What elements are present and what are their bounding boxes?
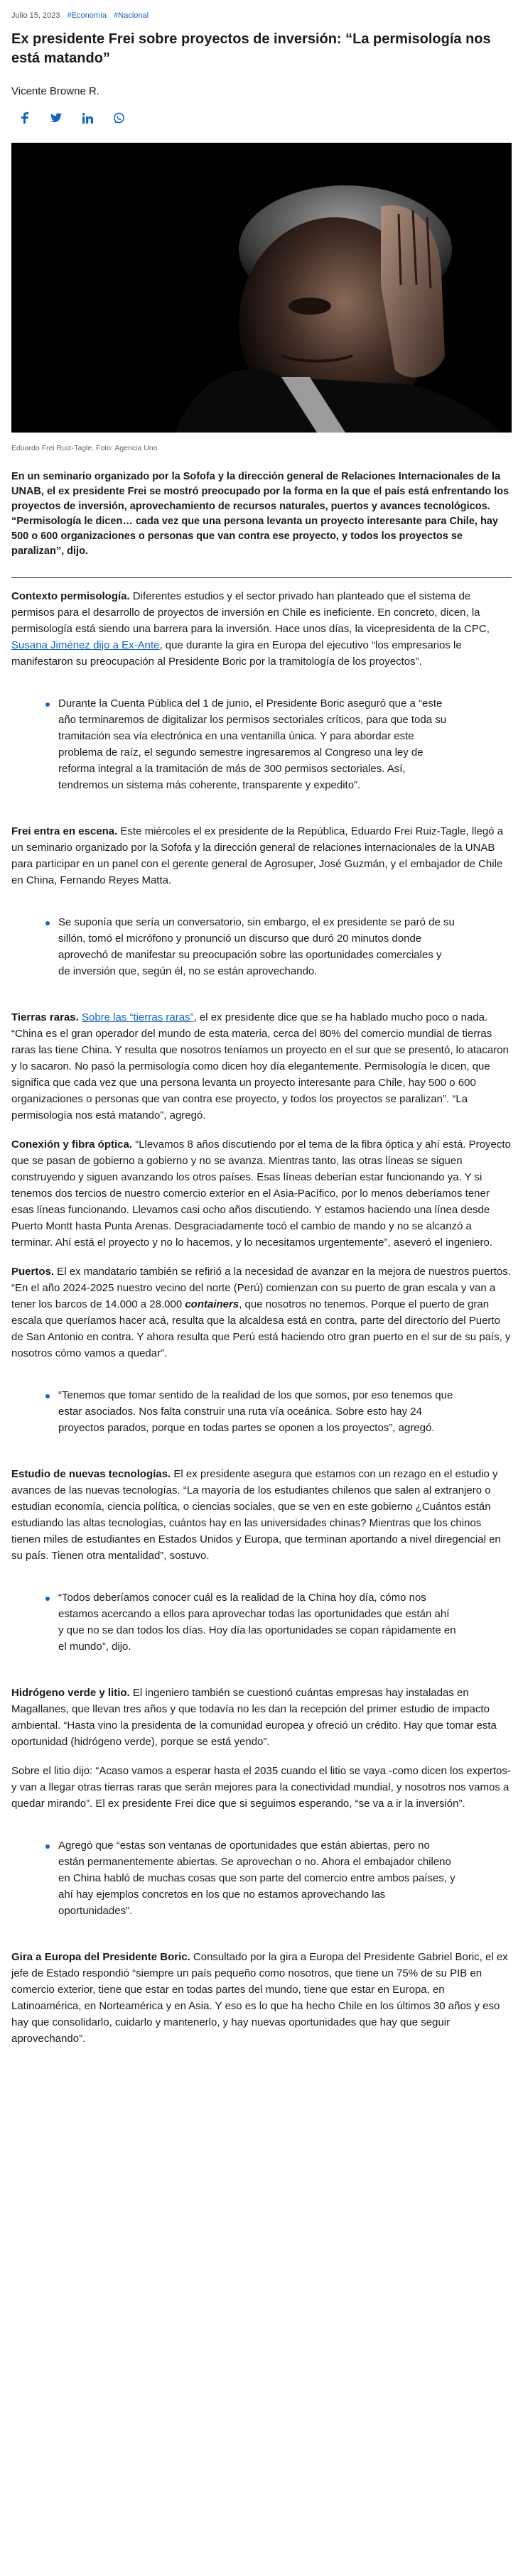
hero-photo [11,143,512,433]
section-head: Estudio de nuevas tecnologías. [11,1468,171,1480]
article-title: Ex presidente Frei sobre proyectos de inversión: “La permisología nos está matando” [11,31,491,66]
paragraph-fibra-optica [11,1136,512,1251]
highlight-quote [28,914,512,979]
quote-text: Se suponía que sería un conversatorio, sin embargo, el ex presidente se paró de su sillón, tomó el micrófono y pronunció un discurso que duró 20 minutos donde aprovechó de manifestar su preocupación sobre las oportunidades comerciales y de inversión que, según él, no se están aprovechando. [58,916,455,977]
paragraph-frei-escena [11,823,512,888]
paragraph-text: “Llevamos 8 años discutiendo por el tema de la fibra óptica y ahí está. Proyecto que se pasan de gobierno a gobierno y no se avanza. Mientras tanto, las otras líneas se siguen construyendo y siguen avanzando los otros países. Esas líneas deberían estar funcionando ya. Y si tenemos dos tercios de nuestro comercio exterior en el Asia-Pacífico, por lo menos deberíamos tener esas líneas funcionando. Llevamos casi ocho años discutiendo. Y estamos haciendo una línea desde Puerto Montt hasta Punta Arenas. Desgraciadamente tocó el cambio de mando y no se alcanzó a terminar. Ahí está el proyecto y no lo hacemos, y lo necesitamos urgentemente”, aseveró el ingeniero. [11,1138,511,1249]
section-head: Hidrógeno verde y litio. [11,1687,130,1699]
tag-nacional[interactable]: #Nacional [114,11,149,20]
facebook-icon[interactable] [17,110,33,126]
publish-date: Julio 15, 2023 [11,11,60,20]
section-head: Tierras raras. [11,1011,79,1023]
tag-economia[interactable]: #Economía [67,11,107,20]
paragraph-text: Diferentes estudios y el sector privado han planteado que el sistema de permisos para el desarrollo de proyectos de inversión en Chile es ineficiente. En concreto, dicen, la permisología está siendo una barrera para la inversión. Hace unos días, la vicepresidenta de la CPC, [11,590,490,635]
emphasis: containers [185,1298,239,1310]
paragraph-puertos [11,1263,512,1362]
paragraph-text: , que nosotros no tenemos. Porque el puerto de gran escala que queríamos hacer acá, resulta que la alcaldesa está en contra, parte del directorio del Puerto de San Antonio en contra. Y ahora resulta que Perú está haciendo otro gran puerto en el sur de su país, y nosotros cómo vamos a quedar”. [11,1298,511,1359]
section-head: Contexto permisología. [11,590,130,602]
linkedin-icon[interactable] [80,110,95,126]
paragraph-contexto [11,588,512,670]
photo-frei [11,143,512,433]
paragraph-text: El ex presidente asegura que estamos con un rezago en el estudio y avances de las nuevas tecnologías. “La mayoría de los estudiantes chilenos que salen al extranjero o estudian economía, ciencia política, o ciencias sociales, que se ven en este gobierno ¿Cuántos están estudiando las altas tecnologías, cuántos hay en las universidades chinas? Mientras que los chinos tienen miles de estudiantes en Estados Unidos y Europa, que terminan aportando a nivel diregencial en su país. Tienen otra mentalidad”, sostuvo. [11,1468,501,1562]
bullet-dot [45,1844,50,1849]
section-head: Conexión y fibra óptica. [11,1138,133,1151]
highlight-quote [28,695,512,793]
paragraph-text: , que durante la gira en Europa del ejecutivo “los empresarios le manifestaron su preocupación al Presidente Boric por la tramitología de los proyectos”. [11,639,462,668]
author-name: Vicente Browne R. [11,85,99,97]
quote-text: “Todos deberíamos conocer cuál es la realidad de la China hoy día, cómo nos estamos acercando a ellos para aprovechar todas las oportunidades que están ahí y que no se dan todos los días. Hoy día las oportunidades se copan rápidamente en el mundo”, dijo. [58,1592,456,1653]
section-head: Puertos. [11,1266,55,1278]
highlight-quote [28,1837,512,1919]
paragraph-text: Este miércoles el ex presidente de la República, Eduardo Frei Ruiz-Tagle, llegó a un seminario organizado por la Sofofa y la dirección general de relaciones internacionales de la UNAB para participar en un panel con el gerente general de Agrosuper, José Guzmán, y el embajador de Chile en China, Fernando Reyes Matta. [11,825,504,886]
highlight-quote [28,1387,512,1436]
section-head: Gira a Europa del Presidente Boric. [11,1951,190,1963]
article-lead: En un seminario organizado por la Sofofa y la dirección general de Relaciones Internacionales de la UNAB, el ex presidente Frei se mostró preocupado por la forma en la que el país está enfrentando los proyectos de inversión, aprovechamiento de recursos naturales, puertos y avances tecnológicos. “Permisología le dicen… cada vez que una persona levanta un proyecto interesante para Chile, hay 500 o 600 organizaciones o personas que van contra ese proyecto, y todos los proyectos se paralizan”, dijo. [11,471,509,557]
quote-text: “Tenemos que tomar sentido de la realidad de los que somos, por eso tenemos que estar asociados. Nos falta construir una ruta vía oceánica. Sobre esto hay 24 proyectos parados, porque en todas partes se oponen a los proyectos”, agregó. [58,1389,453,1434]
highlight-quote [28,1589,512,1655]
quote-text: Durante la Cuenta Pública del 1 de junio, el Presidente Boric aseguró que a “este año terminaremos de digitalizar los permisos sectoriales críticos, para que toda su tramitación sea vía electrónica en una ventanilla única. Y para abordar este problema de raíz, el segundo semestre ingresaremos al Congreso una ley de reforma integral a la tramitación de más de 300 permisos sectoriales. Así, tendremos un sistema más coherente, transparente y expedito”. [58,697,447,791]
paragraph-litio: Sobre el litio dijo: “Acaso vamos a esperar hasta el 2035 cuando el litio se vaya -como dicen los expertos- y van a llegar otras tierras raras que serán mejores para la conectividad mundial, y nosotros nos vamos a quedar mirando”. El ex presidente Frei dice que si seguimos esperando, “se va a ir la inversión”. [11,1765,511,1810]
whatsapp-icon[interactable] [111,110,126,126]
paragraph-nuevas-tecnologias [11,1466,512,1564]
section-head: Frei entra en escena. [11,825,118,837]
twitter-icon[interactable] [48,110,64,126]
bullet-dot [45,921,50,925]
paragraph-gira-europa [11,1949,512,2047]
link-susana-jimenez[interactable]: Susana Jiménez dijo a Ex-Ante [11,639,160,651]
paragraph-hidrogeno [11,1685,512,1750]
bullet-dot [45,1597,50,1601]
paragraph-tierras-raras [11,1009,512,1124]
paragraph-text: Consultado por la gira a Europa del Presidente Gabriel Boric, el ex jefe de Estado respondió “siempre un país pequeño como nosotros, que tiene un 75% de su PIB en comercio exterior, tiene que estar en todas partes del mundo, tiene que estar en Europa, en Latinoamérica, en Norteamérica y en Asia. Y eso es lo que ha hecho Chile en los últimos 30 años y eso hay que consolidarlo, cuidarlo y mantenerlo, y hay nuevas oportunidades que hay que seguir aprovechando”. [11,1951,508,2045]
article-meta [11,11,512,20]
divider [11,577,512,578]
paragraph-text: El ex mandatario también se refirió a la necesidad de avanzar en la mejora de nuestros puertos. “En el año 2024-2025 nuestro vecino del norte (Perú) comienzan con su puerto de gran escala y van a tener los barcos de 14.000 a 28.000 [11,1266,511,1310]
bullet-dot [45,702,50,707]
share-bar [17,110,512,126]
link-tierras-raras[interactable]: Sobre las “tierras raras” [81,1011,194,1023]
quote-text: Agregó que “estas son ventanas de oportunidades que están abiertas, pero no están permanentemente abiertas. Se aprovechan o no. Ahora el embajador chileno en China habló de muchas cosas que son parte del comercio entre ambos países, y ahí hay ejemplos concretos en los que no estamos aprovechando las oportunidades”. [58,1839,455,1917]
photo-caption: Eduardo Frei Ruiz-Tagle. Foto: Agencia Uno. [11,444,160,452]
paragraph-text: , el ex presidente dice que se ha hablado mucho poco o nada. “China es el gran operador del mundo de esta materia, cerca del 80% del comercio mundial de tierras raras las tiene China. Y resulta que nosotros teníamos un proyecto en el sur que se presentó, lo atacaron y lo sacaron. No pasó la permisología como dicen hoy día elegantemente. Permisología le dicen, que significa que cada vez que una persona levanta un proyecto interesante para Chile, hay 500 o 600 organizaciones o personas que van contra ese proyecto, y todos los proyectos se paralizan”. “La permisología nos está matando”, agregó. [11,1011,509,1121]
bullet-dot [45,1394,50,1398]
paragraph-text: El ingeniero también se cuestionó cuántas empresas hay instaladas en Magallanes, que llevan tres años y que todavía no les dan la recepción del primer estudio de impacto ambiental. “Hasta vino la presidenta de la comunidad europea y ofreció un crédito. Hay que tomar esta oportunidad (hidrógeno verde), porque se está yendo”. [11,1687,497,1748]
